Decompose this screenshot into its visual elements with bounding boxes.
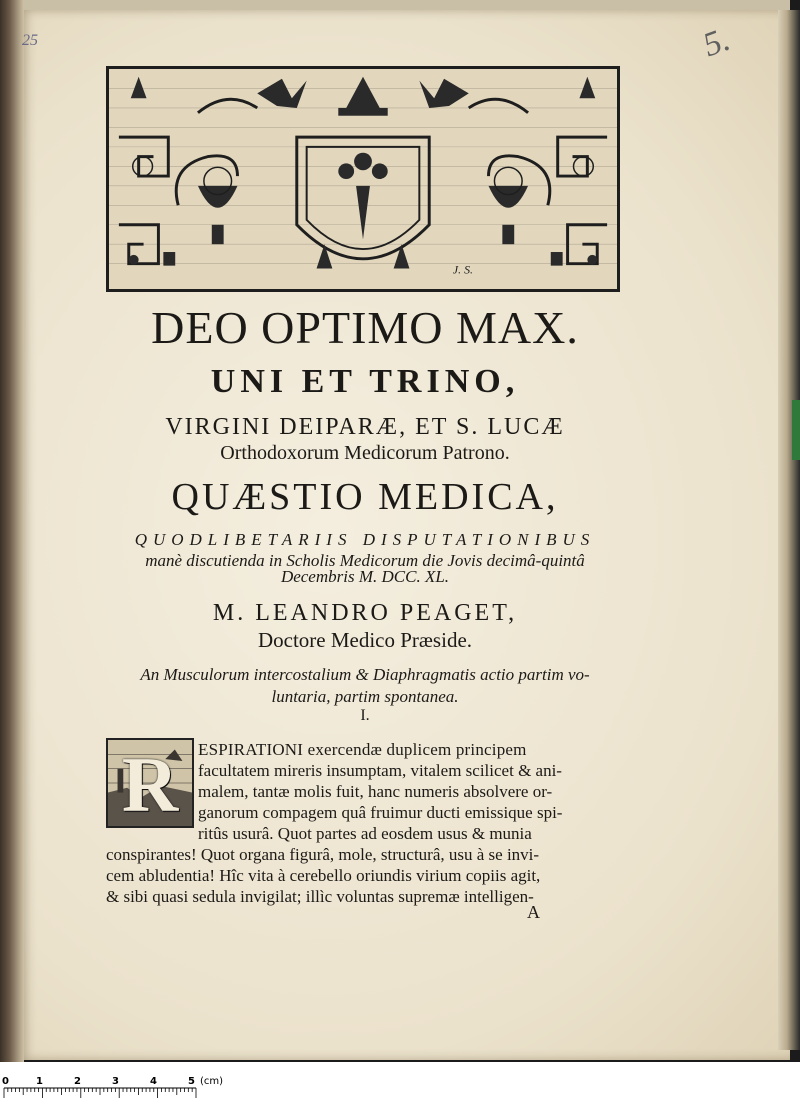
dedication-line-3: VIRGINI DEIPARÆ, ET S. LUCÆ [165, 414, 565, 440]
body-text-line: facultatem mireris insumptam, vitalem scilicet & ani- [198, 761, 562, 780]
scale-label: 4 [150, 1076, 157, 1087]
president-title: Doctore Medico Præside. [257, 628, 473, 652]
dedication-line-1: DEO OPTIMO MAX. [151, 302, 579, 353]
thesis-title: QUÆSTIO MEDICA, [171, 476, 559, 518]
thesis-date-line: Decembris M. DCC. XL. [280, 567, 450, 586]
drop-cap-letter: R [121, 741, 179, 828]
pencil-folio-number: 25 [22, 32, 38, 49]
question-line-2: luntaria, partim spontanea. [271, 687, 459, 706]
scale-label: 3 [112, 1076, 119, 1087]
thesis-venue-line: manè discutienda in Scholis Medicorum die Jovis decimâ-quintâ [145, 551, 585, 570]
scale-unit: (cm) [200, 1076, 224, 1087]
question-line-1: An Musculorum intercostalium & Diaphragmatis actio partim vo- [140, 665, 590, 684]
scale-ruler [0, 1062, 800, 1106]
body-text-line: cem abludentia! Hîc vita à cerebello oriundis virium copiis agit, [106, 866, 541, 885]
section-number: I. [360, 707, 370, 724]
scale-label: 5 [188, 1076, 195, 1087]
book-back-edge [778, 10, 800, 1050]
dedication-line-4: Orthodoxorum Medicorum Patrono. [220, 442, 510, 464]
measurement-scale [0, 1062, 800, 1106]
scale-label: 1 [36, 1076, 43, 1087]
engraver-initials: J. S. [452, 263, 474, 277]
body-text-line: malem, tantæ molis fuit, hanc numeris absolvere or- [198, 782, 553, 801]
scale-label: 2 [74, 1076, 81, 1087]
pencil-mark: 5. [698, 20, 735, 65]
body-text-line: ritûs usurâ. Quot partes ad eosdem usus & munia [198, 824, 532, 843]
thesis-subtitle: QUODLIBETARIIS DISPUTATIONIBUS [134, 530, 596, 549]
signature-mark: A [527, 902, 540, 922]
scale-label: 0 [2, 1076, 9, 1087]
body-text-line: ganorum compagem quâ fruimur ducti emissique spi- [198, 803, 563, 822]
president-name: M. LEANDRO PEAGET, [212, 600, 518, 626]
page-top-edge [20, 0, 790, 10]
body-text-line: ESPIRATIONI exercendæ duplicem principem [198, 740, 527, 759]
body-text-line: conspirantes! Quot organa figurâ, mole, structurâ, usu à se invi- [106, 845, 540, 864]
dedication-line-2: UNI ET TRINO, [210, 363, 520, 400]
book-binding [0, 0, 24, 1062]
body-text-line: & sibi quasi sedula invigilat; illìc voluntas supremæ intelligen- [106, 887, 534, 906]
bookmark-tab [792, 400, 800, 460]
drop-cap-illustration [106, 738, 194, 828]
ornamental-header-woodcut [106, 66, 620, 292]
ornament-graphic [109, 69, 617, 289]
